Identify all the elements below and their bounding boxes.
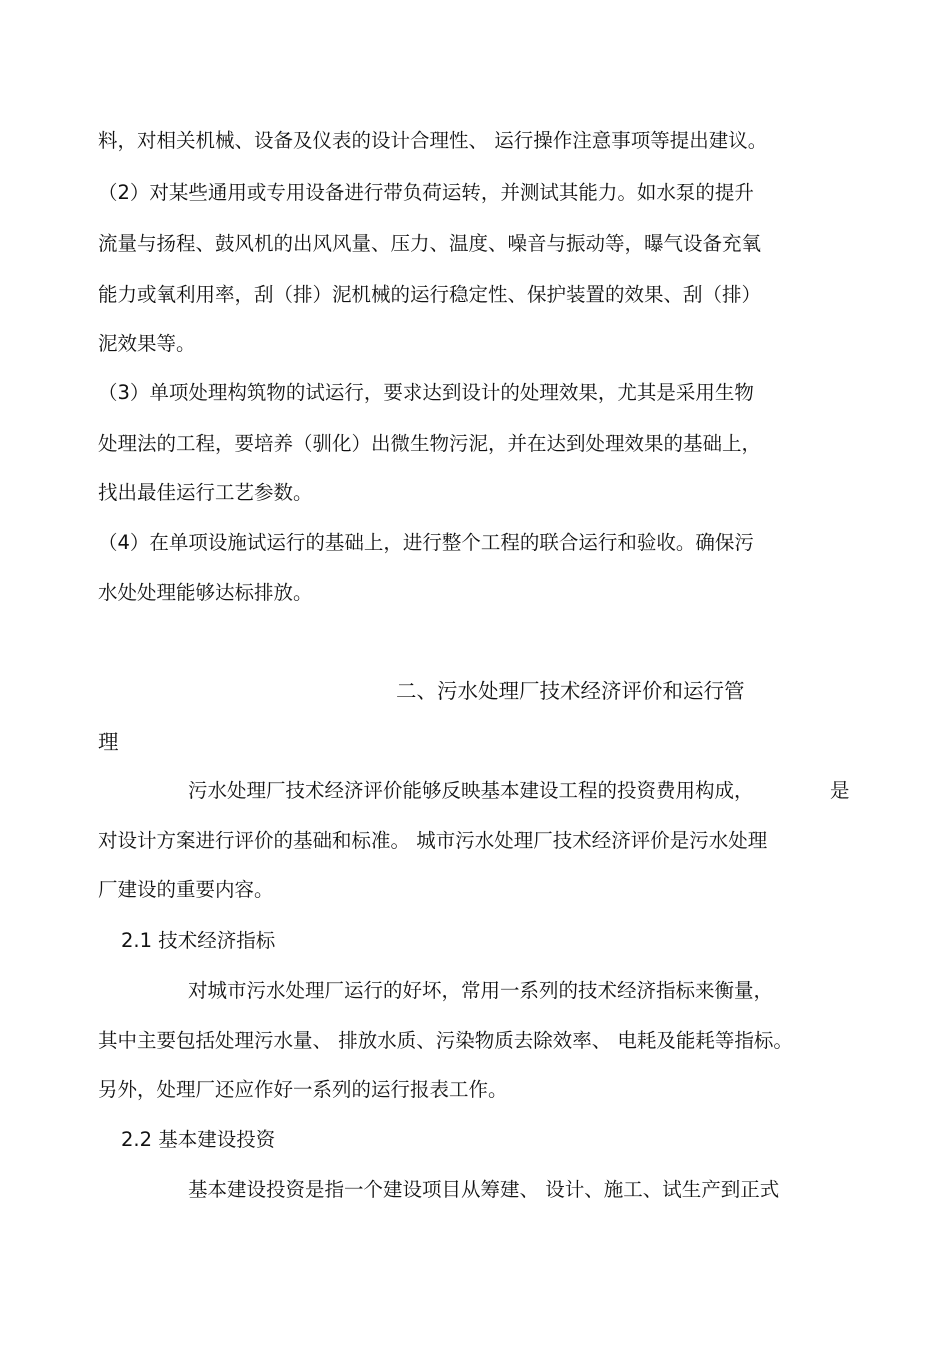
text-line-2: （2）对某些通用或专用设备进行带负荷运转，并测试其能力。如水泵的提升 — [98, 181, 754, 204]
subsection-heading-2-2: 2.2 基本建设投资 — [121, 1128, 276, 1151]
paragraph-1-line-3: 厂建设的重要内容。 — [98, 878, 274, 901]
subsection-heading-2-1: 2.1 技术经济指标 — [121, 929, 276, 952]
text-line-7: 处理法的工程，要培养（驯化）出微生物污泥，并在达到处理效果的基础上， — [98, 432, 762, 455]
text-line-4: 能力或氧利用率，刮（排）泥机械的运行稳定性、保护装置的效果、刮（排） — [98, 283, 762, 306]
text-line-1: 料，对相关机械、设备及仪表的设计合理性、 运行操作注意事项等提出建议。 — [98, 129, 768, 152]
paragraph-2-line-1: 对城市污水处理厂运行的好坏，常用一系列的技术经济指标来衡量， — [188, 979, 774, 1002]
text-line-9: （4）在单项设施试运行的基础上，进行整个工程的联合运行和验收。确保污 — [98, 531, 754, 554]
section-heading-continuation: 理 — [98, 730, 119, 754]
text-line-5: 泥效果等。 — [98, 332, 196, 355]
paragraph-1-line-1b: 是 — [830, 779, 850, 802]
text-line-6: （3）单项处理构筑物的试运行，要求达到设计的处理效果，尤其是采用生物 — [98, 381, 754, 404]
section-heading: 二、污水处理厂技术经济评价和运行管 — [396, 679, 745, 703]
paragraph-1-line-2: 对设计方案进行评价的基础和标准。 城市污水处理厂技术经济评价是污水处理 — [98, 829, 768, 852]
paragraph-2-line-2: 其中主要包括处理污水量、 排放水质、污染物质去除效率、 电耗及能耗等指标。 — [98, 1029, 793, 1052]
paragraph-3-line-1: 基本建设投资是指一个建设项目从筹建、 设计、施工、试生产到正式 — [188, 1178, 780, 1201]
paragraph-1-line-1a: 污水处理厂技术经济评价能够反映基本建设工程的投资费用构成， — [188, 779, 754, 802]
text-line-10: 水处处理能够达标排放。 — [98, 581, 313, 604]
text-line-8: 找出最佳运行工艺参数。 — [98, 481, 313, 504]
paragraph-2-line-3: 另外，处理厂还应作好一系列的运行报表工作。 — [98, 1078, 508, 1101]
text-line-3: 流量与扬程、鼓风机的出风风量、压力、温度、噪音与振动等，曝气设备充氧 — [98, 232, 762, 255]
